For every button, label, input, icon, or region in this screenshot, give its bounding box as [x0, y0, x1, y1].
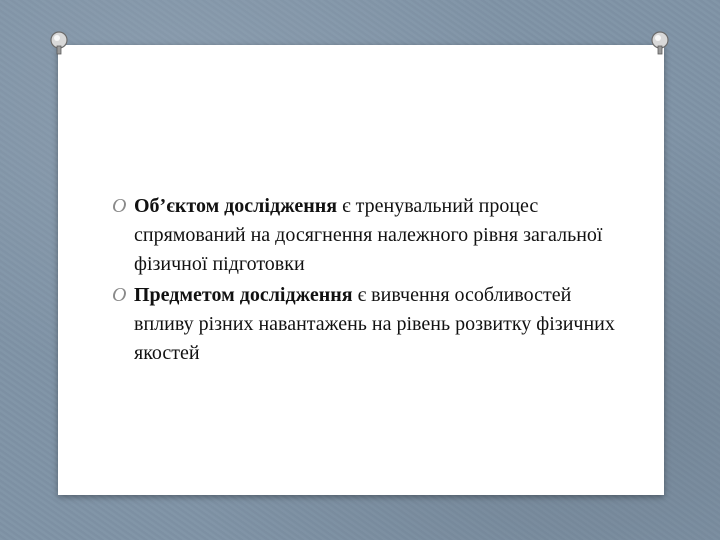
bullet-subject — [112, 281, 632, 368]
push-pin-icon — [647, 30, 673, 56]
bullet-marker: O — [112, 284, 127, 306]
bullet-term: Об’єктом дослідження — [134, 195, 338, 217]
bullet-text: є вивчення особливостей впливу різних навантажень на рівень розвитку фізичних якостей — [134, 284, 615, 364]
push-pin-icon — [46, 30, 72, 56]
slide-content — [112, 192, 632, 370]
bullet-object — [112, 192, 632, 279]
bullet-text: є тренувальний процес спрямований на досягнення належного рівня загальної фізичної підготовки — [134, 195, 603, 275]
bullet-marker: O — [112, 195, 127, 217]
bullet-term: Предметом дослідження — [134, 284, 353, 306]
